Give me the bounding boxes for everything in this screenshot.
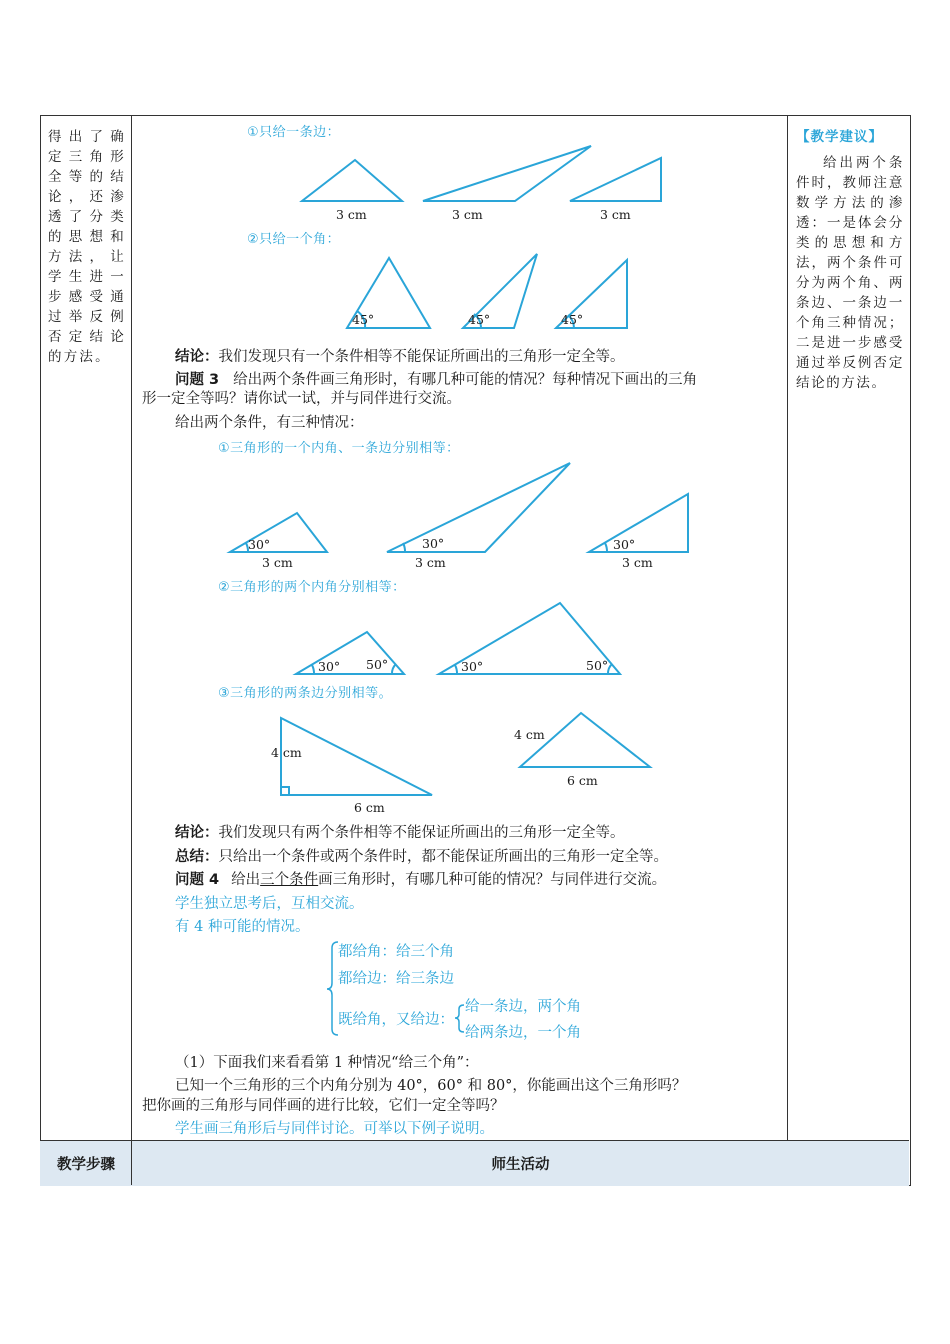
one-angle-label: ②只给一个角：	[247, 232, 341, 247]
side-label-c: 3 cm	[600, 207, 631, 222]
triangle-one-side-b	[423, 146, 591, 201]
case1-intro: （1）下面我们来看看第 1 种情况“给三个角”：	[175, 1055, 479, 1071]
angle-label-50-large: 50°	[586, 658, 609, 673]
angle-label-30-small: 30°	[318, 659, 341, 674]
side-label-4cm-right: 4 cm	[271, 745, 302, 760]
conclusion2-label: 结论：	[175, 825, 219, 841]
side-label-4cm-b: 4 cm	[514, 727, 545, 742]
question4-label: 问题 4	[175, 872, 220, 888]
known-angles-line1: 已知一个三角形的三个内角分别为 40°，60° 和 80°，你能画出这个三角形吗？	[175, 1078, 687, 1094]
arc-30-large	[455, 665, 457, 674]
table-footer-row	[40, 1140, 909, 1186]
brace-mixed: 既给角，又给边：	[338, 1012, 454, 1028]
two-conditions-intro: 给出两个条件，有三种情况：	[175, 415, 364, 431]
angle-label-30-a: 30°	[248, 537, 271, 552]
question3-label: 问题 3	[175, 372, 220, 388]
triangle-one-side-c	[570, 158, 661, 201]
suggestion-body: 给出两个条件时，教师注意数学方法的渗透：一是体会分类的思想和方法，两个条件可分为两个角、两条边、一条边一个角三种情况；二是进一步感受通过举反例否定结论的方法。	[796, 155, 904, 391]
side-label-b: 3 cm	[452, 207, 483, 222]
known-angles-line2: 把你画的三角形与同伴画的进行比较，它们一定全等吗？	[142, 1098, 505, 1114]
side-label-6cm-right: 6 cm	[354, 800, 385, 815]
conclusion1-text: 我们发现只有一个条件相等不能保证所画出的三角形一定全等。	[218, 349, 625, 365]
conclusion1	[175, 345, 625, 366]
conclusion2-text: 我们发现只有两个条件相等不能保证所画出的三角形一定全等。	[218, 825, 625, 841]
case3-label: ③三角形的两条边分别相等。	[218, 686, 393, 701]
side-label-30-c: 3 cm	[622, 555, 653, 570]
outer-brace	[327, 942, 338, 1035]
case2-label: ②三角形的两个内角分别相等：	[218, 580, 406, 595]
footer-teaching-steps: 教学步骤	[57, 1157, 115, 1173]
triangle-angle30-c	[589, 494, 688, 552]
question4	[175, 868, 666, 889]
side-label-30-a: 3 cm	[262, 555, 293, 570]
student-think-note: 学生独立思考后，互相交流。	[175, 896, 364, 912]
question3-line1	[175, 368, 697, 389]
question3-text1: 给出两个条件画三角形时，有哪几种可能的情况？每种情况下画出的三角	[233, 372, 698, 388]
conclusion2	[175, 821, 625, 842]
question4-post: 画三角形时，有哪几种可能的情况？与同伴进行交流。	[318, 872, 667, 888]
angle-label-50-small: 50°	[366, 657, 389, 672]
side-label-a: 3 cm	[336, 207, 367, 222]
left-column-note: 得出了确定三角形全等的结论，还渗透了分类的思想和方法，让学生进一步感受通过举反例否定结论的方法。	[48, 129, 126, 365]
summary-label: 总结：	[175, 849, 219, 865]
brace-all-sides: 都给边：给三条边	[338, 971, 454, 987]
arc-50-small	[392, 664, 396, 674]
draw-discuss-note: 学生画三角形后与同伴讨论。可举以下例子说明。	[175, 1121, 494, 1137]
angle-label-45-b: 45°	[468, 312, 491, 327]
arc-30-b	[403, 543, 405, 552]
footer-teacher-student-activity: 师生活动	[491, 1157, 550, 1173]
side-label-6cm-b: 6 cm	[567, 773, 598, 788]
arc-30-c	[605, 543, 607, 552]
summary-text: 只给出一个条件或两个条件时，都不能保证所画出的三角形一定全等。	[218, 849, 668, 865]
summary	[175, 845, 668, 866]
arc-30-small	[312, 665, 314, 674]
angle-label-30-c: 30°	[613, 537, 636, 552]
side-label-30-b: 3 cm	[415, 555, 446, 570]
triangle-angle30-a	[230, 513, 327, 552]
triangle-one-side-a	[302, 160, 402, 201]
triangle-angle30-b	[387, 463, 570, 552]
brace-mixed-two-sides: 给两条边，一个角	[465, 1025, 581, 1041]
triangle-two-sides-right	[281, 718, 432, 795]
right-angle-mark	[281, 787, 289, 795]
suggestion-title: 【教学建议】	[796, 129, 883, 145]
angle-label-45-a: 45°	[352, 312, 375, 327]
lesson-table	[40, 115, 911, 1186]
case1-label: ①三角形的一个内角、一条边分别相等：	[218, 441, 460, 456]
angle-label-30-b: 30°	[422, 536, 445, 551]
question4-underlined: 三个条件	[260, 872, 319, 888]
brace-all-angles: 都给角：给三个角	[338, 944, 454, 960]
footer-divider	[131, 1140, 132, 1185]
brace-mixed-one-side: 给一条边，两个角	[465, 999, 581, 1015]
angle-label-30-large: 30°	[461, 659, 484, 674]
question3-line2: 形一定全等吗？请你试一试，并与同伴进行交流。	[142, 391, 461, 407]
conclusion1-label: 结论：	[175, 349, 219, 365]
arc-50-large	[608, 664, 612, 674]
inner-brace	[455, 1005, 464, 1032]
angle-label-45-c: 45°	[561, 312, 584, 327]
four-cases-note: 有 4 种可能的情况。	[175, 919, 310, 935]
one-side-label: ①只给一条边：	[247, 125, 341, 140]
question4-pre: 给出	[231, 872, 261, 888]
